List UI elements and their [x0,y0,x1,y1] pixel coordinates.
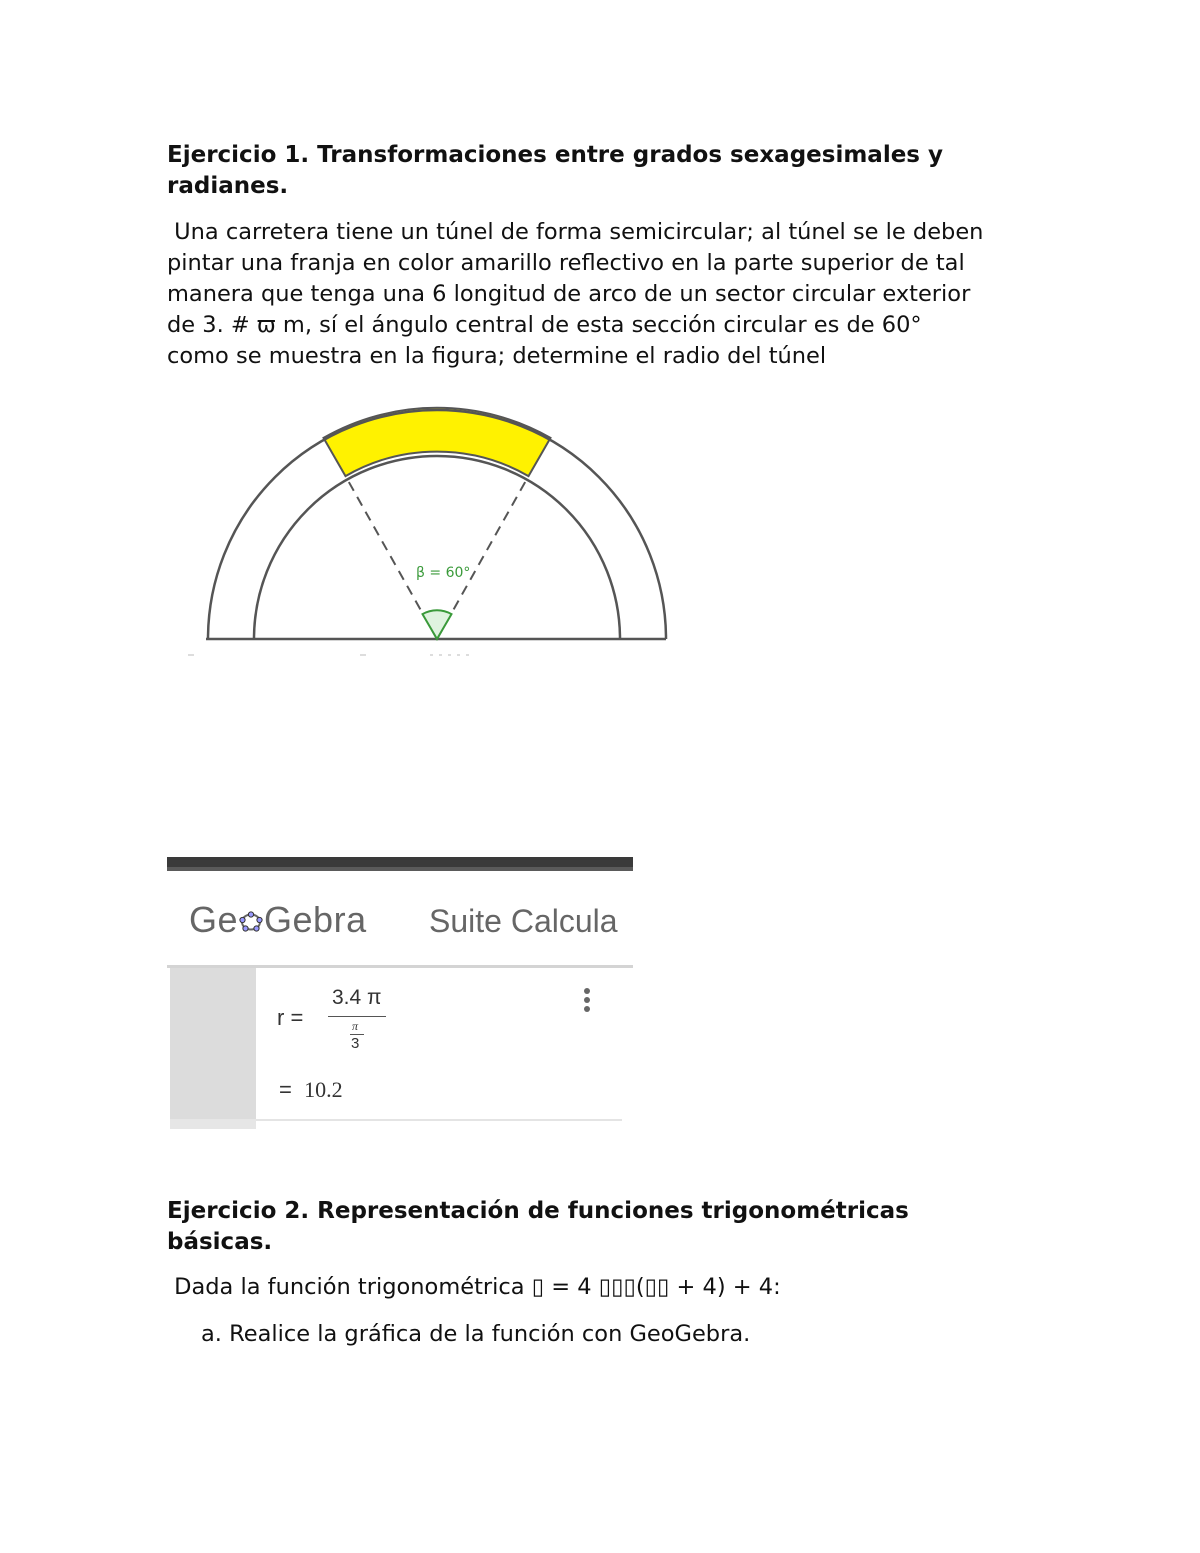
algebra-row-marker[interactable] [170,968,256,1119]
paragraph-line: manera que tenga una 6 longitud de arco de un sector circular exterior [167,281,971,307]
equation-label: r = [277,1005,304,1030]
algebra-next-row-marker [170,1119,256,1129]
exercise2-heading-line1: Ejercicio 2. Representación de funciones trigonométricas [167,1198,909,1224]
exercise2-statement: Dada la función trigonométrica ▯ = 4 ▯▯▯(▯▯ + 4) + 4: [167,1274,781,1300]
more-vert-icon[interactable] [584,988,590,1015]
exercise1-heading-line2: radianes. [167,173,289,199]
angle-label: β = 60° [416,565,471,581]
reflective-stripe [324,408,551,476]
angle-sector [423,610,452,639]
exercise2-item-a [201,1319,750,1350]
logo-text-right: Gebra [264,899,367,940]
geogebra-flower-icon [239,910,263,934]
paragraph-line: pintar una franja en color amarillo reflectivo en la parte superior de tal [167,250,965,276]
paragraph-line: Una carretera tiene un túnel de forma semicircular; al túnel se le deben [167,219,984,245]
fraction-bar [328,1016,386,1017]
item-a-marker: a. [201,1321,222,1347]
exercise1-heading-line1: Ejercicio 1. Transformaciones entre grados sexagesimales y [167,142,943,168]
exercise1-heading [167,140,943,202]
paragraph-line: como se muestra en la figura; determine el radio del túnel [167,343,827,369]
fraction-numerator: 3.4 π [332,986,382,1009]
denominator-pi: π [352,1019,359,1033]
exercise2-heading-line2: básicas. [167,1229,273,1255]
result-equals: = [279,1077,292,1102]
app-title: Suite Calcula [429,903,618,939]
geogebra-screenshot [167,857,633,1129]
logo-text-left: Ge [189,899,239,940]
denominator-three: 3 [351,1035,360,1052]
exercise2-heading [167,1196,909,1258]
geogebra-top-bar [167,857,633,871]
tunnel-figure [180,395,680,665]
exercise1-paragraph [167,217,983,372]
result-value: 10.2 [304,1077,343,1102]
row-separator [256,1119,622,1121]
item-a-text: Realice la gráfica de la función con GeoGebra. [229,1321,751,1347]
paragraph-line: de 3. # ϖ m, sí el ángulo central de esta sección circular es de 60° [167,312,922,338]
equation-result [279,1077,343,1103]
geogebra-logo [189,899,367,941]
